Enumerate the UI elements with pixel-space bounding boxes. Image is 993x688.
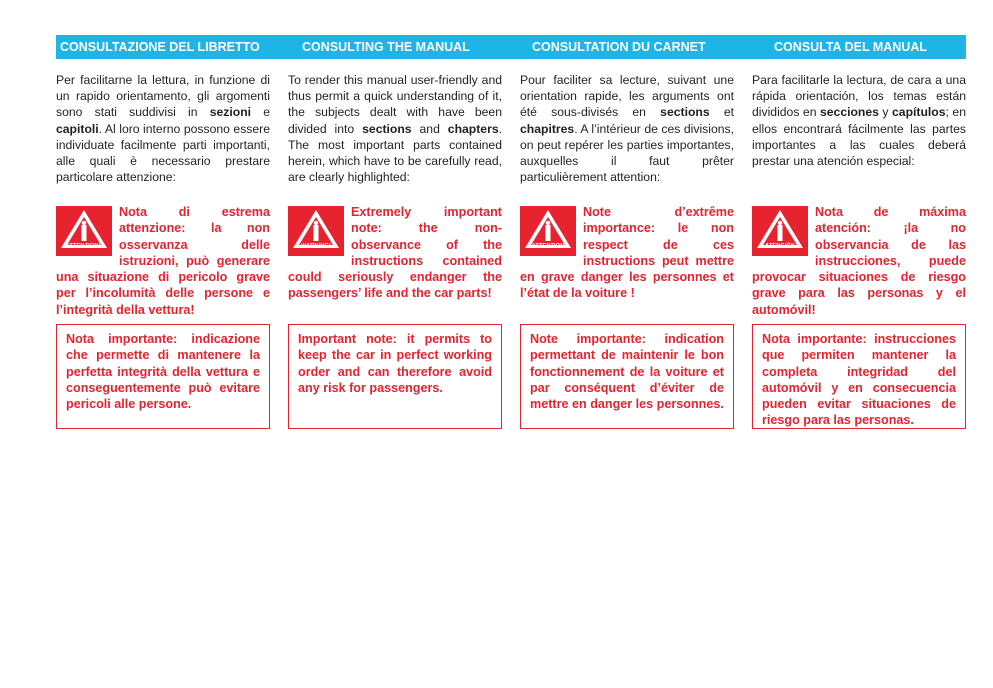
header-title-english: CONSULTING THE MANUAL [302, 40, 470, 54]
intro-paragraph: Para facilitarle la lectura, de cara a una rápida orientación, los temas están divididos en secciones y capítulos; en ellos encontrará fácilmente las partes importantes a las cuales deberá prestar una atención especial: [752, 73, 966, 169]
warning-text: Note d’extrême importance: le non respect de ces instructions peut mettre en grave danger les personnes et l’état de la voiture ! [520, 205, 734, 301]
warning-triangle-icon [752, 206, 808, 256]
warning-block [520, 204, 734, 302]
intro-paragraph: Pour faciliter sa lecture, suivant une orientation rapide, les arguments ont été sous-divisés en sections et chapitres. A l’intérieur de ces divisions, on peut repérer les parties importantes, auxquelles il faut prêter particulièrement attention: [520, 73, 734, 185]
intro-paragraph: Per facilitarne la lettura, in funzione di un rapido orientamento, gli argomenti sono stati suddivisi in sezioni e capitoli. Al loro interno possono essere individuate facilmente parti importanti, alle quali è necessario prestare particolare attenzione: [56, 73, 270, 185]
important-note-box: Nota importante: instrucciones que permiten mantener la completa integridad del automóvil y en consecuencia pueden evitar situaciones de riesgo para las personas. [752, 324, 966, 429]
section-header-bar [56, 35, 966, 59]
warning-triangle-icon [288, 206, 344, 256]
warning-text: Extremely important note: the non-observance of the instructions contained could seriously endanger the passengers’ life and the car parts! [288, 205, 502, 301]
warning-text: Nota de máxima atención: ¡la no observancia de las instrucciones, puede provocar situaciones de riesgo grave para las personas y el automóvil! [752, 205, 966, 317]
column-italian [56, 72, 270, 318]
important-note-box: Nota importante: indicazione che permette di mantenere la perfetta integrità della vettura e conseguentemente può evitare pericoli alle persone. [56, 324, 270, 429]
header-title-spanish: CONSULTA DEL MANUAL [774, 40, 927, 54]
column-french [520, 72, 734, 302]
column-english [288, 72, 502, 302]
important-note-box: Important note: it permits to keep the car in perfect working order and can therefore avoid any risk for passengers. [288, 324, 502, 429]
warning-triangle-icon [56, 206, 112, 256]
header-title-italian: CONSULTAZIONE DEL LIBRETTO [60, 40, 260, 54]
warning-block [752, 204, 966, 318]
warning-icon-label: ATTENTION [531, 242, 565, 249]
warning-icon-label: WARNING! [300, 242, 331, 249]
intro-paragraph: To render this manual user-friendly and thus permit a quick understanding of it, the subjects dealt with have been divided into sections and chapters. The most important parts contained herein, which have to be carefully read, are clearly highlighted: [288, 73, 502, 185]
warning-block [56, 204, 270, 318]
warning-block [288, 204, 502, 302]
warning-triangle-icon [520, 206, 576, 256]
warning-text: Nota di estrema attenzione: la non osservanza delle istruzioni, può generare una situazione di pericolo grave per l’incolumità delle persone e l’integrità della vettura! [56, 205, 270, 317]
column-spanish [752, 72, 966, 318]
important-note-box: Note importante: indication permettant de maintenir le bon fonctionnement de la voiture et par conséquent d’éviter de mettre en danger les personnes. [520, 324, 734, 429]
warning-icon-label: ATENCIÓN [765, 242, 795, 249]
header-title-french: CONSULTATION DU CARNET [532, 40, 706, 54]
warning-icon-label: ATTENZIONE [65, 242, 103, 249]
